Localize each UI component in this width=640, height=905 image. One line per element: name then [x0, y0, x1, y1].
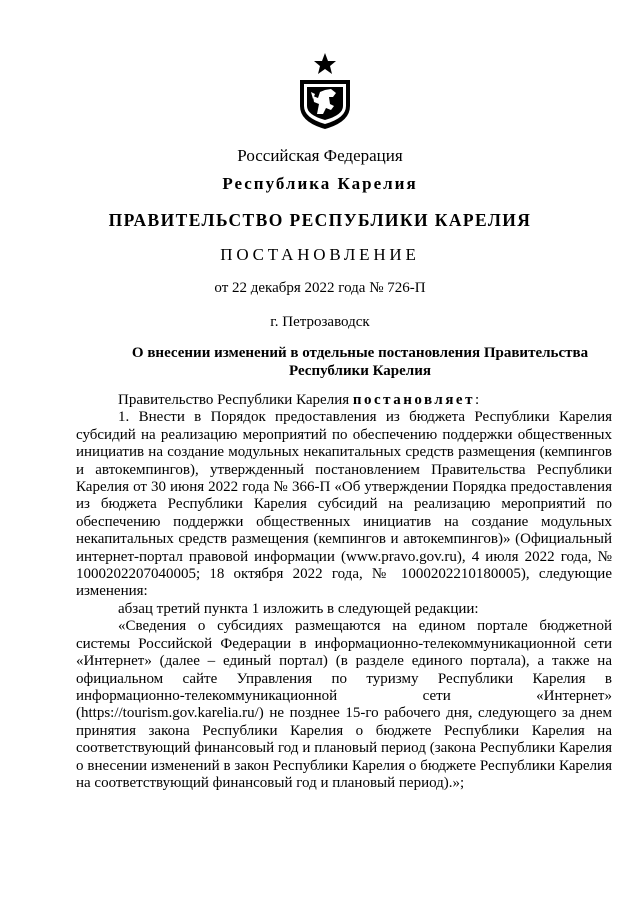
title-line: Республики Карелия: [289, 363, 431, 379]
preamble-resolves: постановляет: [352, 392, 475, 408]
karelia-coat-of-arms-icon: [296, 52, 354, 130]
document-title: [120, 344, 600, 380]
document-body: [76, 392, 612, 792]
title-line: О внесении изменений в отдельные постановления Правительства: [131, 345, 589, 361]
document-type: ПОСТАНОВЛЕНИЕ: [220, 245, 420, 264]
republic-name: Республика Карелия: [222, 174, 418, 193]
date-and-number: от 22 декабря 2022 года № 726-П: [214, 280, 426, 296]
country-name: Российская Федерация: [237, 146, 403, 165]
preamble-text: Правительство Республики Карелия: [118, 392, 353, 408]
paragraph: абзац третий пункта 1 изложить в следующей редакции:: [118, 600, 479, 617]
government-name: ПРАВИТЕЛЬСТВО РЕСПУБЛИКИ КАРЕЛИЯ: [108, 210, 532, 230]
paragraph: «Сведения о субсидиях размещаются на едином портале бюджетной системы Российской Федерации в информационно-телекоммуникационной сети «Интернет» (далее – единый портал) (в разделе единого портала), а также на официальном сайте Управления по туризму Республики Карелия в информационно-телекоммуникационной сети «Интернет» (https://tourism.gov.karelia.ru/) не позднее 15-го рабочего дня, следующего за днем принятия закона Республики Карелия о бюджете Республики Карелия на соответствующий финансовый год и плановый период (закона Республики Карелия о внесении изменений в закон Республики Карелия о бюджете Республики Карелия на соответствующий финансовый год и плановый период).»;: [76, 618, 612, 791]
city: г. Петрозаводск: [270, 314, 370, 330]
paragraph: 1. Внести в Порядок предоставления из бюджета Республики Карелия субсидий на реализацию мероприятий по обеспечению поддержки общественных инициатив на создание модульных некапитальных средств размещения (кемпингов и автокемпингов), утвержденный постановлением Правительства Республики Карелия от 30 июня 2022 года № 366-П «Об утверждении Порядка предоставления из бюджета Республики Карелия субсидий на реализацию мероприятий по обеспечению поддержки общественных инициатив на создание модульных некапитальных средств размещения (кемпингов и автокемпингов)» (Официальный интернет-портал правовой информации (www.pravo.gov.ru), 4 июля 2022 года, № 1000202207040005; 18 октября 2022 года, № 1000202210180005), следующие изменения:: [76, 409, 612, 600]
preamble-colon: :: [474, 392, 480, 408]
preamble: [76, 392, 612, 409]
